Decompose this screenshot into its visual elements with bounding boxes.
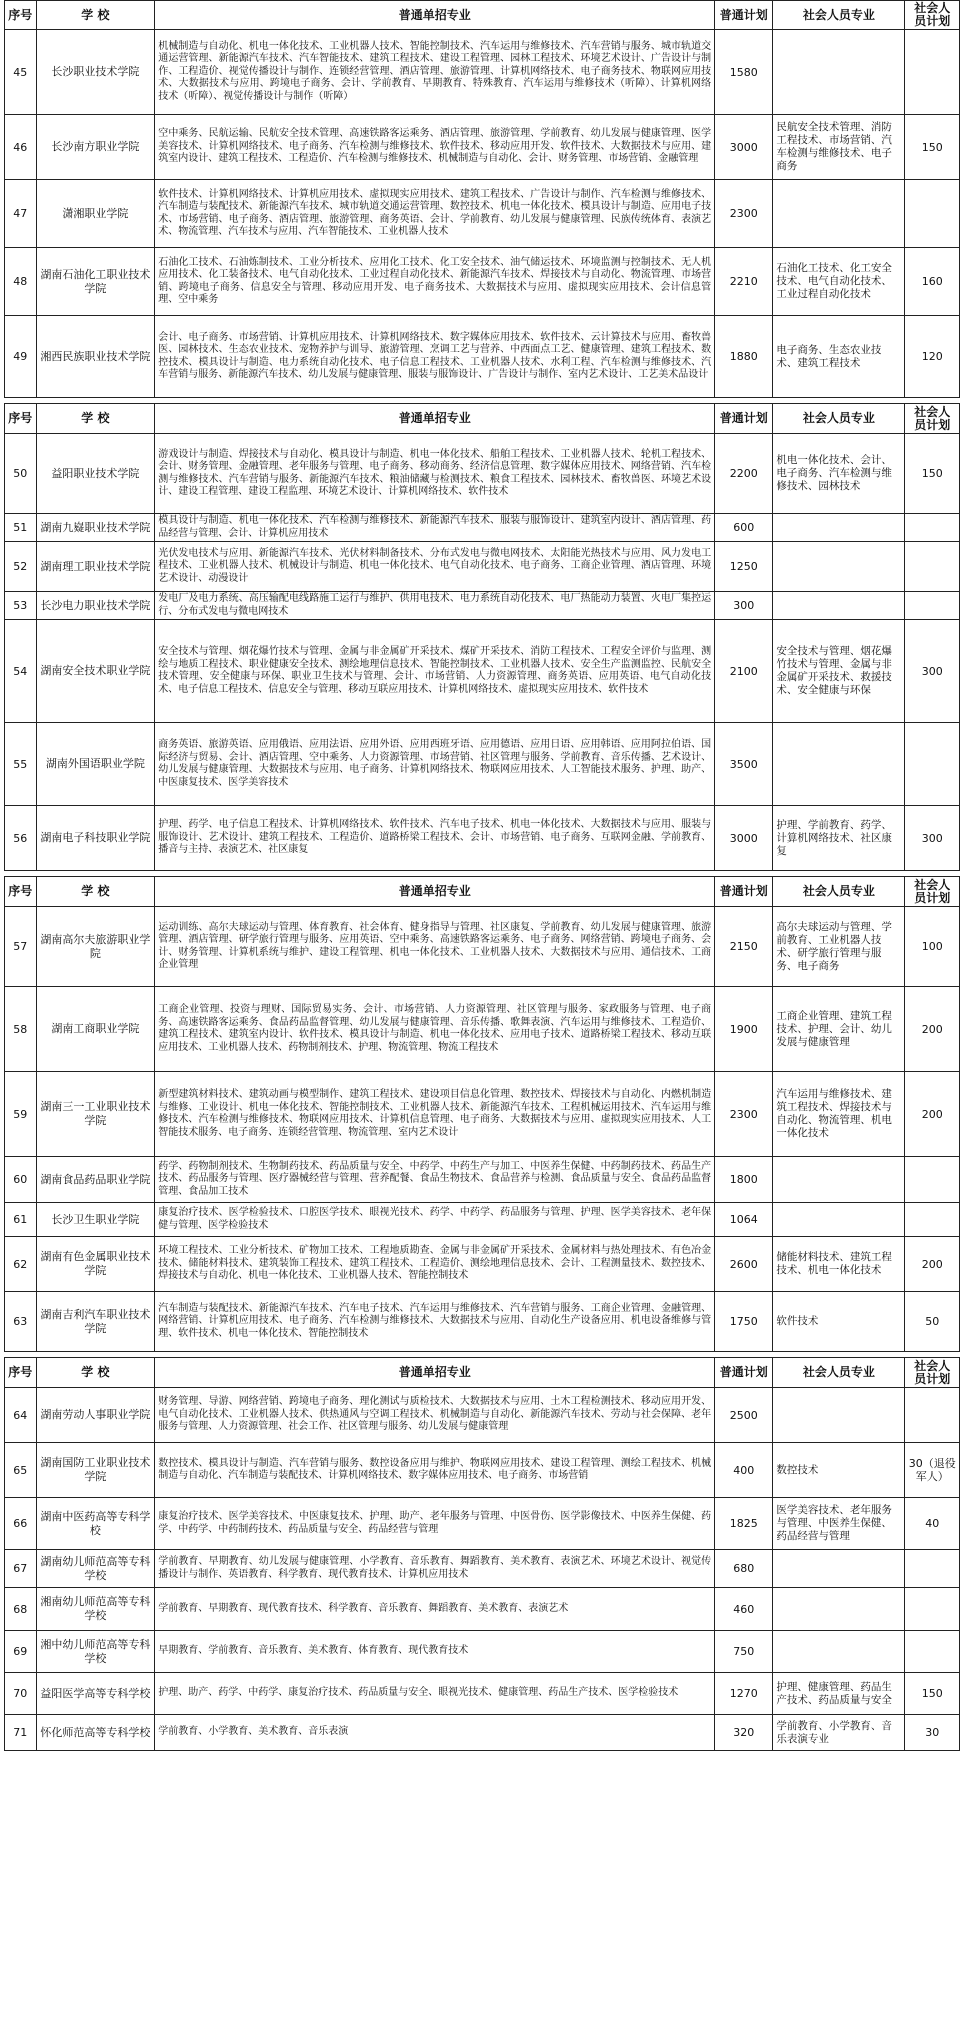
cell-plan: 460 [715,1588,773,1631]
table-row [5,1588,960,1631]
cell-school: 长沙电力职业技术学院 [36,592,155,620]
cell-seq: 60 [5,1157,37,1203]
table-row [5,1072,960,1157]
cell-seq: 65 [5,1443,37,1498]
cell-social [773,542,905,592]
cell-major: 新型建筑材料技术、建筑动画与模型制作、建筑工程技术、建设项目信息化管理、数控技术、焊接技术与自动化、内燃机制造与维修、工业设计、机电一体化技术、智能控制技术、工业机器人技术、新能源汽车技术、工程机械运用技术、汽车运用与维修技术、汽车检测与维修技术、物联网应用技术、计算机信息管理、电子商务、大数据技术与应用、虚拟现实应用技术、人工智能技术服务、电子商务、连锁经营管理、物流管理、室内艺术设计 [155,1072,715,1157]
cell-major: 软件技术、计算机网络技术、计算机应用技术、虚拟现实应用技术、建筑工程技术、广告设计与制作、汽车检测与维修技术、汽车制造与装配技术、新能源汽车技术、城市轨道交通运营管理、数控技术、机电一体化技术、模具设计与制造、应用电子技术、市场营销、电子商务、酒店管理、旅游管理、商务英语、会计、学前教育、幼儿发展与健康管理、民族传统体育、表演艺术、物流管理、汽车技术与应用、汽车智能技术、工业机器人技术 [155,180,715,248]
cell-major: 汽车制造与装配技术、新能源汽车技术、汽车电子技术、汽车运用与维修技术、汽车营销与服务、工商企业管理、金融管理、网络营销、计算机应用技术、电子商务、汽车检测与维修技术、大数据技术与应用、自动化生产设备应用、机电设备维修与管理、软件技术、机电一体化技术、智能控制技术 [155,1292,715,1352]
cell-social: 工商企业管理、建筑工程技术、护理、会计、幼儿发展与健康管理 [773,987,905,1072]
cell-social [773,592,905,620]
cell-splan [905,542,960,592]
cell-school: 湘西民族职业技术学院 [36,316,155,398]
cell-plan: 1900 [715,987,773,1072]
cell-school: 益阳医学高等专科学校 [36,1673,155,1715]
cell-seq: 58 [5,987,37,1072]
cell-splan: 200 [905,1072,960,1157]
cell-major: 光伏发电技术与应用、新能源汽车技术、光伏材料制备技术、分布式发电与微电网技术、太阳能光热技术与应用、风力发电工程技术、工业机器人技术、机械设计与制造、机电一体化技术、电气自动化技术、电子商务、工商企业管理、酒店管理、环境艺术设计、动漫设计 [155,542,715,592]
cell-plan: 2150 [715,907,773,987]
cell-major: 早期教育、学前教育、音乐教育、美术教育、体育教育、现代教育技术 [155,1631,715,1673]
cell-splan [905,1203,960,1237]
table-row [5,907,960,987]
cell-major: 环境工程技术、工业分析技术、矿物加工技术、工程地质勘查、金属与非金属矿开采技术、金属材料与热处理技术、有色冶金技术、储能材料技术、建筑装饰工程技术、建筑工程技术、工程造价、测绘地理信息技术、会计、工程测量技术、数控技术、焊接技术与自动化、机电一体化技术、工业机器人技术、智能控制技术 [155,1237,715,1292]
cell-plan: 3500 [715,723,773,806]
cell-school: 湖南安全技术职业学院 [36,620,155,723]
cell-school: 长沙卫生职业学院 [36,1203,155,1237]
cell-major: 学前教育、早期教育、幼儿发展与健康管理、小学教育、音乐教育、舞蹈教育、美术教育、表演艺术、环境艺术设计、视觉传播设计与制作、英语教育、科学教育、现代教育技术、计算机应用技术 [155,1550,715,1588]
cell-social [773,1388,905,1443]
cell-seq: 55 [5,723,37,806]
cell-seq: 62 [5,1237,37,1292]
cell-plan: 2300 [715,1072,773,1157]
cell-plan: 2210 [715,248,773,316]
cell-seq: 70 [5,1673,37,1715]
cell-social: 高尔夫球运动与管理、学前教育、工业机器人技术、研学旅行管理与服务、电子商务 [773,907,905,987]
header-major: 普通单招专业 [155,1358,715,1388]
cell-seq: 54 [5,620,37,723]
cell-plan: 2200 [715,434,773,514]
cell-school: 湖南三一工业职业技术学院 [36,1072,155,1157]
header-plan: 普通计划 [715,1,773,30]
cell-school: 湖南劳动人事职业学院 [36,1388,155,1443]
cell-social: 医学美容技术、老年服务与管理、中医养生保健、药品经营与管理 [773,1498,905,1550]
cell-splan [905,723,960,806]
header-social: 社会人员专业 [773,877,905,907]
cell-social [773,1588,905,1631]
table-row [5,987,960,1072]
cell-seq: 56 [5,806,37,871]
cell-splan: 50 [905,1292,960,1352]
cell-splan [905,1388,960,1443]
cell-splan: 150 [905,115,960,180]
cell-splan: 150 [905,434,960,514]
cell-school: 湖南工商职业学院 [36,987,155,1072]
cell-plan: 750 [715,1631,773,1673]
cell-major: 护理、助产、药学、中药学、康复治疗技术、药品质量与安全、眼视光技术、健康管理、药品生产技术、医学检验技术 [155,1673,715,1715]
header-splan: 社会人员计划 [905,1358,960,1388]
cell-major: 运动训练、高尔夫球运动与管理、体育教育、社会体育、健身指导与管理、社区康复、学前教育、幼儿发展与健康管理、旅游管理、酒店管理、研学旅行管理与服务、应用英语、空中乘务、高速铁路客运乘务、电子商务、网络营销、跨境电子商务、会计、财务管理、计算机系统与维护、建设工程管理、机电一体化技术、工业机器人技术、大数据技术与应用、通信技术、工商企业管理 [155,907,715,987]
cell-social: 电子商务、生态农业技术、建筑工程技术 [773,316,905,398]
table-row [5,1498,960,1550]
cell-social: 软件技术 [773,1292,905,1352]
cell-seq: 45 [5,30,37,115]
cell-seq: 67 [5,1550,37,1588]
cell-splan: 300 [905,806,960,871]
cell-school: 湖南中医药高等专科学校 [36,1498,155,1550]
table-row [5,592,960,620]
cell-major: 会计、电子商务、市场营销、计算机应用技术、计算机网络技术、数字媒体应用技术、软件技术、云计算技术与应用、畜牧兽医、园林技术、生态农业技术、宠物养护与训导、旅游管理、烹调工艺与营养、中西面点工艺、健康管理、建筑工程技术、数控技术、模具设计与制造、电力系统自动化技术、电子信息工程技术、工业机器人技术、水利工程、汽车检测与维修技术、汽车营销与服务、新能源汽车技术、幼儿发展与健康管理、服装与服饰设计、广告设计与制作、室内艺术设计、工艺美术品设计 [155,316,715,398]
cell-school: 湖南国防工业职业技术学院 [36,1443,155,1498]
header-school: 学 校 [36,1,155,30]
cell-social [773,723,905,806]
cell-seq: 59 [5,1072,37,1157]
cell-plan: 320 [715,1715,773,1751]
table-row [5,1631,960,1673]
cell-social [773,1550,905,1588]
table-row [5,514,960,542]
cell-splan: 100 [905,907,960,987]
table-row [5,1443,960,1498]
table-row [5,248,960,316]
cell-major: 机械制造与自动化、机电一体化技术、工业机器人技术、智能控制技术、汽车运用与维修技术、汽车营销与服务、城市轨道交通运营管理、新能源汽车技术、汽车智能技术、建筑工程技术、建设工程管理、园林工程技术、环境艺术设计、广告设计与制作、工程造价、视觉传播设计与制作、连锁经营管理、酒店管理、旅游管理、计算机网络技术、电子商务技术、物联网应用技术、大数据技术与应用、跨境电子商务、会计、学前教育、早期教育、特殊教育、汽车运用与维修技术（听障）、计算机网络技术（听障）、视觉传播设计与制作（听障） [155,30,715,115]
cell-social [773,30,905,115]
cell-major: 康复治疗技术、医学检验技术、口腔医学技术、眼视光技术、药学、中药学、药品服务与管理、护理、医学美容技术、老年保健与管理、医学检验技术 [155,1203,715,1237]
cell-plan: 1825 [715,1498,773,1550]
table-block-1 [4,0,960,398]
header-splan: 社会人员计划 [905,877,960,907]
header-seq: 序号 [5,404,37,434]
cell-school: 长沙职业技术学院 [36,30,155,115]
cell-major: 商务英语、旅游英语、应用俄语、应用法语、应用外语、应用西班牙语、应用德语、应用日语、应用韩语、应用阿拉伯语、国际经济与贸易、会计、酒店管理、空中乘务、人力资源管理、市场营销、社区管理与服务、学前教育、音乐传播、艺术设计、幼儿发展与健康管理、大数据技术与应用、电子商务、计算机网络技术、物联网应用技术、人工智能技术服务、护理、助产、中医康复技术、医学美容技术 [155,723,715,806]
header-row [5,404,960,434]
cell-splan [905,180,960,248]
cell-school: 益阳职业技术学院 [36,434,155,514]
header-splan: 社会人员计划 [905,1,960,30]
header-major: 普通单招专业 [155,1,715,30]
header-row [5,877,960,907]
header-social: 社会人员专业 [773,1358,905,1388]
cell-school: 湖南有色金属职业技术学院 [36,1237,155,1292]
cell-major: 模具设计与制造、机电一体化技术、汽车检测与维修技术、新能源汽车技术、服装与服饰设计、建筑室内设计、酒店管理、药品经营与管理、会计、计算机应用技术 [155,514,715,542]
cell-plan: 1250 [715,542,773,592]
cell-social: 汽车运用与维修技术、建筑工程技术、焊接技术与自动化、物流管理、机电一体化技术 [773,1072,905,1157]
cell-splan: 120 [905,316,960,398]
cell-school: 湖南吉利汽车职业技术学院 [36,1292,155,1352]
cell-seq: 64 [5,1388,37,1443]
cell-school: 湖南电子科技职业学院 [36,806,155,871]
cell-social: 学前教育、小学教育、音乐表演专业 [773,1715,905,1751]
header-row [5,1358,960,1388]
cell-plan: 1750 [715,1292,773,1352]
cell-social: 数控技术 [773,1443,905,1498]
table-row [5,542,960,592]
cell-major: 发电厂及电力系统、高压输配电线路施工运行与维护、供用电技术、电力系统自动化技术、电厂热能动力装置、火电厂集控运行、分布式发电与微电网技术 [155,592,715,620]
header-social: 社会人员专业 [773,404,905,434]
cell-school: 湖南高尔夫旅游职业学院 [36,907,155,987]
table-row [5,1203,960,1237]
cell-school: 湖南幼儿师范高等专科学校 [36,1550,155,1588]
cell-seq: 53 [5,592,37,620]
cell-seq: 51 [5,514,37,542]
cell-plan: 3000 [715,115,773,180]
cell-school: 湖南食品药品职业学院 [36,1157,155,1203]
cell-social: 民航安全技术管理、消防工程技术、市场营销、汽车检测与维修技术、电子商务 [773,115,905,180]
cell-school: 长沙南方职业学院 [36,115,155,180]
cell-plan: 600 [715,514,773,542]
table-block-2 [4,403,960,871]
cell-major: 游戏设计与制造、焊接技术与自动化、模具设计与制造、机电一体化技术、船舶工程技术、工业机器人技术、轮机工程技术、会计、财务管理、金融管理、老年服务与管理、电子商务、移动商务、经济信息管理、数字媒体应用技术、网络营销、汽车检测与维修技术、汽车营销与服务、新能源汽车技术、粮油储藏与检测技术、粮食工程技术、园林技术、畜牧兽医、环境艺术设计、建设工程管理、建设工程监理、环境艺术设计、计算机网络技术、软件技术 [155,434,715,514]
table-row [5,1550,960,1588]
table-row [5,434,960,514]
table-row [5,1292,960,1352]
cell-plan: 2300 [715,180,773,248]
header-school: 学 校 [36,1358,155,1388]
cell-plan: 1880 [715,316,773,398]
table-row [5,1157,960,1203]
cell-plan: 1064 [715,1203,773,1237]
cell-plan: 1800 [715,1157,773,1203]
cell-school: 湘南幼儿师范高等专科学校 [36,1588,155,1631]
table-row [5,180,960,248]
cell-school: 湖南外国语职业学院 [36,723,155,806]
cell-social [773,1631,905,1673]
cell-plan: 1580 [715,30,773,115]
cell-school: 湖南九嶷职业技术学院 [36,514,155,542]
cell-seq: 61 [5,1203,37,1237]
table-row [5,1673,960,1715]
cell-seq: 48 [5,248,37,316]
cell-social [773,1157,905,1203]
cell-school: 潇湘职业学院 [36,180,155,248]
cell-social: 石油化工技术、化工安全技术、电气自动化技术、工业过程自动化技术 [773,248,905,316]
cell-major: 护理、药学、电子信息工程技术、计算机网络技术、软件技术、汽车电子技术、机电一体化技术、大数据技术与应用、服装与服饰设计、艺术设计、建筑工程技术、工程造价、道路桥梁工程技术、会计、市场营销、电子商务、互联网金融、学前教育、播音与主持、表演艺术、社区康复 [155,806,715,871]
cell-plan: 680 [715,1550,773,1588]
cell-major: 工商企业管理、投资与理财、国际贸易实务、会计、市场营销、人力资源管理、社区管理与服务、家政服务与管理、电子商务、高速铁路客运乘务、食品药品监督管理、幼儿发展与健康管理、音乐传播、歌舞表演、汽车运用与维修技术、工程造价、建筑工程技术、建筑室内设计、软件技术、模具设计与制造、机电一体化技术、应用电子技术、道路桥梁工程技术、移动互联应用技术、工业机器人技术、药物制剂技术、护理、物流管理、物流工程技术 [155,987,715,1072]
cell-school: 湘中幼儿师范高等专科学校 [36,1631,155,1673]
cell-splan: 30（退役军人） [905,1443,960,1498]
table-block-4 [4,1357,960,1751]
header-row [5,1,960,30]
cell-splan: 150 [905,1673,960,1715]
cell-splan: 300 [905,620,960,723]
header-major: 普通单招专业 [155,877,715,907]
header-plan: 普通计划 [715,1358,773,1388]
header-seq: 序号 [5,1,37,30]
cell-social: 护理、健康管理、药品生产技术、药品质量与安全 [773,1673,905,1715]
cell-plan: 2600 [715,1237,773,1292]
header-plan: 普通计划 [715,404,773,434]
cell-splan [905,1631,960,1673]
header-seq: 序号 [5,877,37,907]
header-school: 学 校 [36,877,155,907]
cell-major: 石油化工技术、石油炼制技术、工业分析技术、应用化工技术、化工安全技术、油气储运技术、环境监测与控制技术、无人机应用技术、化工装备技术、电气自动化技术、工业过程自动化技术、新能源汽车技术、焊接技术与自动化、物流管理、市场营销、跨境电子商务、信息安全与管理、移动应用开发、电子商务技术、大数据技术与应用、虚拟现实应用技术、会计信息管理、空中乘务 [155,248,715,316]
table-row [5,723,960,806]
cell-social: 储能材料技术、建筑工程技术、机电一体化技术 [773,1237,905,1292]
cell-major: 安全技术与管理、烟花爆竹技术与管理、金属与非金属矿开采技术、煤矿开采技术、消防工程技术、工程安全评价与监理、测绘与地质工程技术、职业健康安全技术、测绘地理信息技术、智能控制技术、工业机器人技术、安全生产监测监控、民航安全技术管理、安全健康与环保、职业卫生技术与管理、会计、市场营销、人力资源管理、商务英语、应用英语、电气自动化技术、电子信息工程技术、信息安全与管理、移动互联应用技术、计算机网络技术、虚拟现实应用技术、软件技术 [155,620,715,723]
cell-seq: 68 [5,1588,37,1631]
cell-plan: 3000 [715,806,773,871]
cell-major: 康复治疗技术、医学美容技术、中医康复技术、护理、助产、老年服务与管理、中医骨伤、医学影像技术、中医养生保健、药学、中药学、中药制药技术、药品质量与安全、药品经营与管理 [155,1498,715,1550]
cell-social [773,514,905,542]
header-splan: 社会人员计划 [905,404,960,434]
cell-plan: 300 [715,592,773,620]
cell-seq: 50 [5,434,37,514]
cell-major: 空中乘务、民航运输、民航安全技术管理、高速铁路客运乘务、酒店管理、旅游管理、学前教育、幼儿发展与健康管理、医学美容技术、计算机网络技术、电子商务、汽车检测与维修技术、软件技术、移动应用开发、软件技术、大数据技术与应用、建筑室内设计、建筑工程技术、工程造价、汽车检测与维修技术、机械制造与自动化、会计、财务管理、市场营销、金融管理 [155,115,715,180]
cell-splan: 200 [905,1237,960,1292]
cell-seq: 49 [5,316,37,398]
table-row [5,115,960,180]
cell-social: 护理、学前教育、药学、计算机网络技术、社区康复 [773,806,905,871]
cell-school: 湖南石油化工职业技术学院 [36,248,155,316]
cell-splan: 160 [905,248,960,316]
table-row [5,806,960,871]
cell-plan: 1270 [715,1673,773,1715]
table-row [5,1237,960,1292]
cell-major: 学前教育、小学教育、美术教育、音乐表演 [155,1715,715,1751]
cell-seq: 57 [5,907,37,987]
header-major: 普通单招专业 [155,404,715,434]
header-seq: 序号 [5,1358,37,1388]
table-row [5,620,960,723]
cell-splan [905,1588,960,1631]
cell-plan: 2500 [715,1388,773,1443]
cell-seq: 46 [5,115,37,180]
table-row [5,1388,960,1443]
cell-social: 机电一体化技术、会计、电子商务、汽车检测与维修技术、园林技术 [773,434,905,514]
cell-splan: 40 [905,1498,960,1550]
cell-seq: 69 [5,1631,37,1673]
table-row [5,316,960,398]
cell-seq: 47 [5,180,37,248]
cell-plan: 2100 [715,620,773,723]
table-row [5,30,960,115]
cell-splan: 30 [905,1715,960,1751]
cell-splan [905,514,960,542]
cell-major: 财务管理、导游、网络营销、跨境电子商务、理化测试与质检技术、大数据技术与应用、土木工程检测技术、移动应用开发、电气自动化技术、工业机器人技术、供热通风与空调工程技术、机械制造与自动化、新能源汽车技术、劳动与社会保障、老年服务与管理、人力资源管理、社会工作、社区管理与服务、幼儿发展与健康管理 [155,1388,715,1443]
cell-seq: 71 [5,1715,37,1751]
header-school: 学 校 [36,404,155,434]
cell-seq: 63 [5,1292,37,1352]
cell-seq: 66 [5,1498,37,1550]
cell-major: 学前教育、早期教育、现代教育技术、科学教育、音乐教育、舞蹈教育、美术教育、表演艺术 [155,1588,715,1631]
header-plan: 普通计划 [715,877,773,907]
cell-school: 怀化师范高等专科学校 [36,1715,155,1751]
cell-seq: 52 [5,542,37,592]
cell-splan [905,1550,960,1588]
cell-splan [905,30,960,115]
cell-plan: 400 [715,1443,773,1498]
cell-splan: 200 [905,987,960,1072]
table-block-3 [4,876,960,1352]
cell-splan [905,592,960,620]
cell-social [773,1203,905,1237]
cell-school: 湖南理工职业技术学院 [36,542,155,592]
cell-major: 数控技术、模具设计与制造、汽车营销与服务、数控设备应用与维护、物联网应用技术、建设工程管理、测绘工程技术、机械制造与自动化、汽车制造与装配技术、计算机网络技术、数字媒体应用技术、电子商务、市场营销 [155,1443,715,1498]
table-row [5,1715,960,1751]
cell-major: 药学、药物制剂技术、生物制药技术、药品质量与安全、中药学、中药生产与加工、中医养生保健、中药制药技术、药品生产技术、药品服务与管理、医疗器械经营与管理、营养配餐、食品生物技术、食品营养与检测、食品质量与安全、食品药品监督管理、食品加工技术 [155,1157,715,1203]
cell-social: 安全技术与管理、烟花爆竹技术与管理、金属与非金属矿开采技术、救援技术、安全健康与环保 [773,620,905,723]
header-social: 社会人员专业 [773,1,905,30]
cell-social [773,180,905,248]
cell-splan [905,1157,960,1203]
